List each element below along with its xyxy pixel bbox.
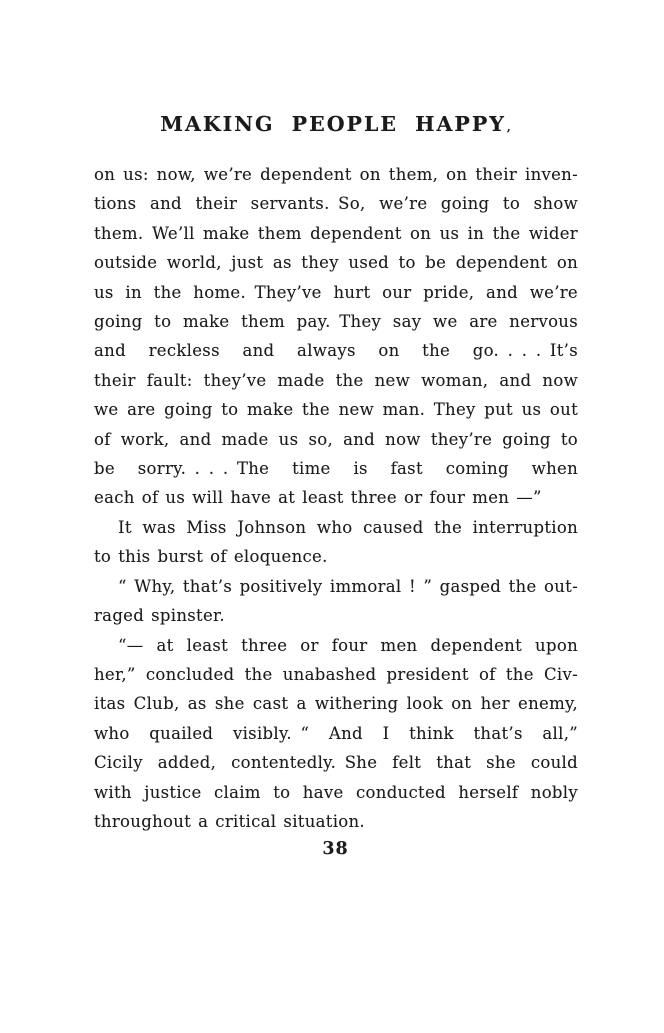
text-line: who quailed visibly. “ And I think that’s all,” [94,723,578,743]
text-line: her,” concluded the unabashed president of the Civ- [94,664,578,684]
text-line: us in the home. They’ve hurt our pride, and we’re [94,282,578,302]
text-line: each of us will have at least three or four men —” [94,488,542,508]
text-line: going to make them pay. They say we are nervous [94,312,578,332]
body-text [94,160,578,836]
text-line: with justice claim to have conducted herself nobly [94,782,578,802]
page-title [93,112,578,136]
text-line: and reckless and always on the go. . . . It’s [94,341,578,361]
text-line: It was Miss Johnson who caused the interruption [118,517,578,537]
text-line: on us: now, we’re dependent on them, on their inven- [94,165,578,184]
text-line: of work, and made us so, and now they’re going to [94,429,578,449]
text-line: Cicily added, contentedly. She felt that she could [94,753,578,773]
text-line: them. We’ll make them dependent on us in the wider [94,223,578,243]
text-line: itas Club, as she cast a withering look on her enemy, [94,694,578,714]
text-line: we are going to make the new man. They put us out [94,400,578,420]
text-line: “ Why, that’s positively immoral ! ” gasped the out- [118,576,578,596]
text-line: to this burst of eloquence. [94,547,328,567]
page-number: 38 [322,839,349,859]
text-line: be sorry. . . . The time is fast coming when [94,459,578,479]
text-line: raged spinster. [94,606,225,626]
text-line: throughout a critical situation. [94,811,365,831]
text-line: “— at least three or four men dependent upon [118,635,578,655]
text-line: their fault: they’ve made the new woman, and now [94,370,578,390]
page-title-text: MAKING PEOPLE HAPPY [160,112,506,136]
text-line: outside world, just as they used to be dependent on [94,253,578,273]
text-line: tions and their servants. So, we’re going to show [94,194,578,214]
scan-artifact: , [506,121,511,134]
